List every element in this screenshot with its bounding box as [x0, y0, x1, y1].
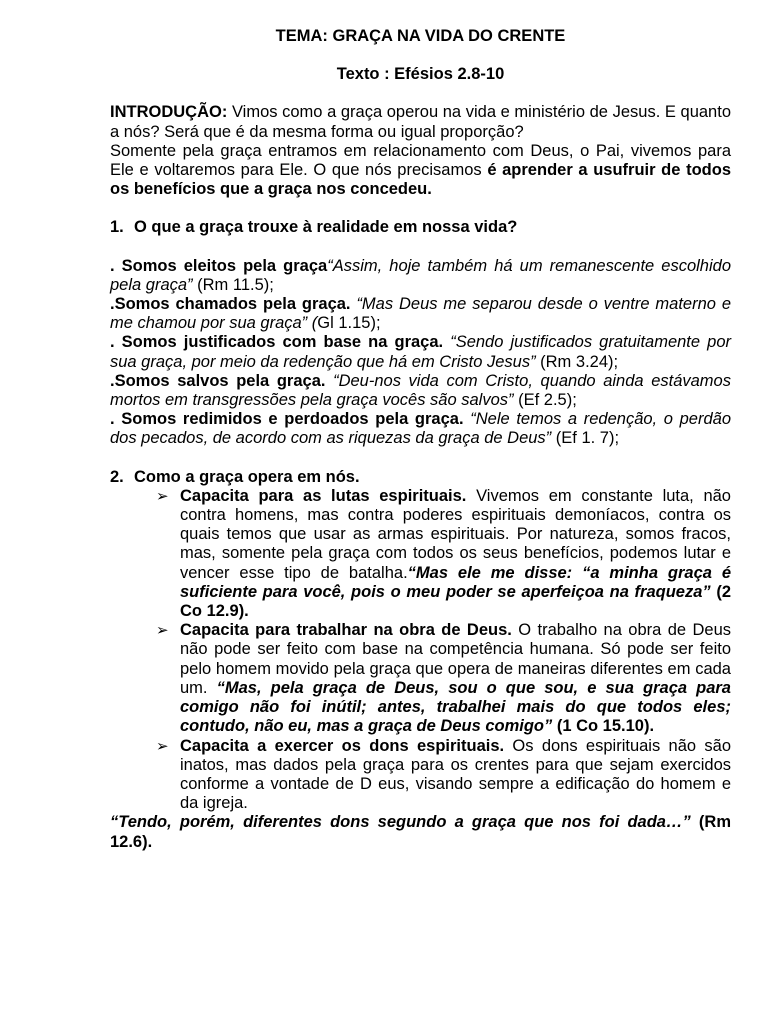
section-2-list [110, 487, 731, 813]
introduction-paragraph-2 [110, 142, 731, 200]
intro-text-2-bold: é aprender a usufruir de todos os benefícios que a graça nos concedeu. [110, 161, 731, 199]
list-item [110, 621, 731, 736]
document-body [110, 27, 731, 852]
closing-quote: “Tendo, porém, diferentes dons segundo a graça que nos foi dada…” [110, 813, 691, 832]
section-2-heading [110, 468, 731, 487]
closing-reference: (Rm 12.6). [110, 813, 731, 851]
item-bold: . Somos eleitos pela graça [110, 256, 328, 275]
item-bold: . Somos justificados com base na graça. [110, 333, 444, 352]
text-reference: Texto : Efésios 2.8-10 [336, 65, 505, 84]
item-quote: “Mas Deus me separou desde o ventre materno e me chamou por sua graça” ( [110, 295, 732, 333]
intro-label: INTRODUÇÃO [110, 103, 222, 122]
bullet-heading: Capacita para as lutas espirituais. [180, 486, 467, 505]
section-1-item [110, 295, 731, 333]
item-reference: (Rm 11.5); [192, 275, 274, 294]
introduction-paragraph [110, 103, 731, 141]
section-1-item [110, 333, 731, 371]
item-bold: .Somos chamados pela graça. [110, 295, 351, 314]
section-1-item [110, 410, 731, 448]
bullet-heading: Capacita para trabalhar na obra de Deus. [180, 621, 512, 640]
arrow-bullet-icon: ➢ [156, 622, 169, 640]
item-reference: (Ef 2.5); [513, 391, 577, 410]
intro-text: Vimos como a graça operou na vida e ministério de Jesus. E quanto a nós? Será que é da mesma forma ou igual proporção? [110, 103, 731, 141]
list-item [110, 737, 731, 814]
bullet-reference: (2 Co 12.9). [180, 582, 732, 621]
section-1-item [110, 372, 731, 410]
bullet-quote: “Mas ele me disse: “a minha graça é suficiente para você, pois o meu poder se aperfeiçoa na fraqueza” [180, 563, 731, 601]
bullet-reference: (1 Co 15.10). [552, 717, 655, 736]
arrow-bullet-icon: ➢ [156, 737, 169, 755]
closing-quote-paragraph [110, 813, 731, 851]
bullet-heading: Capacita a exercer os dons espirituais. [180, 736, 505, 755]
bullet-quote: “Mas, pela graça de Deus, sou o que sou, e sua graça para comigo não foi inútil; antes, trabalhei mais do que todos eles; contudo, não eu, mas a graça de Deus comigo” [180, 678, 731, 736]
document-title: TEMA: GRAÇA NA VIDA DO CRENTE [275, 27, 566, 45]
item-quote: “Assim, hoje também há um remanescente escolhido pela graça” [110, 256, 731, 294]
section-2-title: Como a graça opera em nós. [134, 467, 360, 486]
intro-colon: : [221, 103, 228, 122]
list-item [110, 487, 731, 621]
item-space [325, 372, 333, 390]
bullet-text: Os dons espirituais não são inatos, mas dados pela graça para os crentes para que sejam exercidos conforme a vontade de D eus, visando sempre a edificação do homem e da igreja. [180, 736, 731, 813]
section-1-heading [110, 218, 731, 237]
section-2-number: 2. [110, 467, 124, 486]
section-1-title: O que a graça trouxe à realidade em nossa vida? [134, 218, 518, 237]
arrow-bullet-icon: ➢ [156, 487, 169, 505]
section-1-item [110, 257, 731, 295]
item-quote: “Sendo justificados gratuitamente por sua graça, por meio da redenção que há em Cristo Jesus” [110, 333, 731, 371]
bullet-text: Vivemos em constante luta, não contra homens, mas contra poderes espirituais demoníacos, contra os quais temos que usar as armas espirituais. Por natureza, somos fracos, mas, somente pela graça com todos os seus benefícios, podemos lutar e vencer esse tipo de batalha. [180, 486, 731, 582]
item-quote: “Nele temos a redenção, o perdão dos pecados, de acordo com as riquezas da graça de Deus” [110, 410, 732, 448]
section-1-number: 1. [110, 218, 124, 237]
item-bold: .Somos salvos pela graça. [110, 371, 326, 390]
bullet-text: O trabalho na obra de Deus não pode ser feito com base na competência humana. Só pode ser feito pelo homem movido pela graça que opera de maneiras diferentes em cada um. [180, 621, 731, 697]
intro-text-2: Somente pela graça entramos em relacionamento com Deus, o Pai, vivemos para Ele e voltaremos para Ele. O que nós precisamos [110, 141, 731, 180]
item-reference: Gl 1.15); [317, 314, 381, 333]
item-reference: (Rm 3.24); [535, 352, 619, 371]
item-bold: . Somos redimidos e perdoados pela graça. [110, 410, 464, 429]
item-reference: (Ef 1. 7); [551, 429, 620, 448]
item-quote: “Deu-nos vida com Cristo, quando ainda estávamos mortos em transgressões pela graça vocês são salvos” [110, 371, 731, 410]
